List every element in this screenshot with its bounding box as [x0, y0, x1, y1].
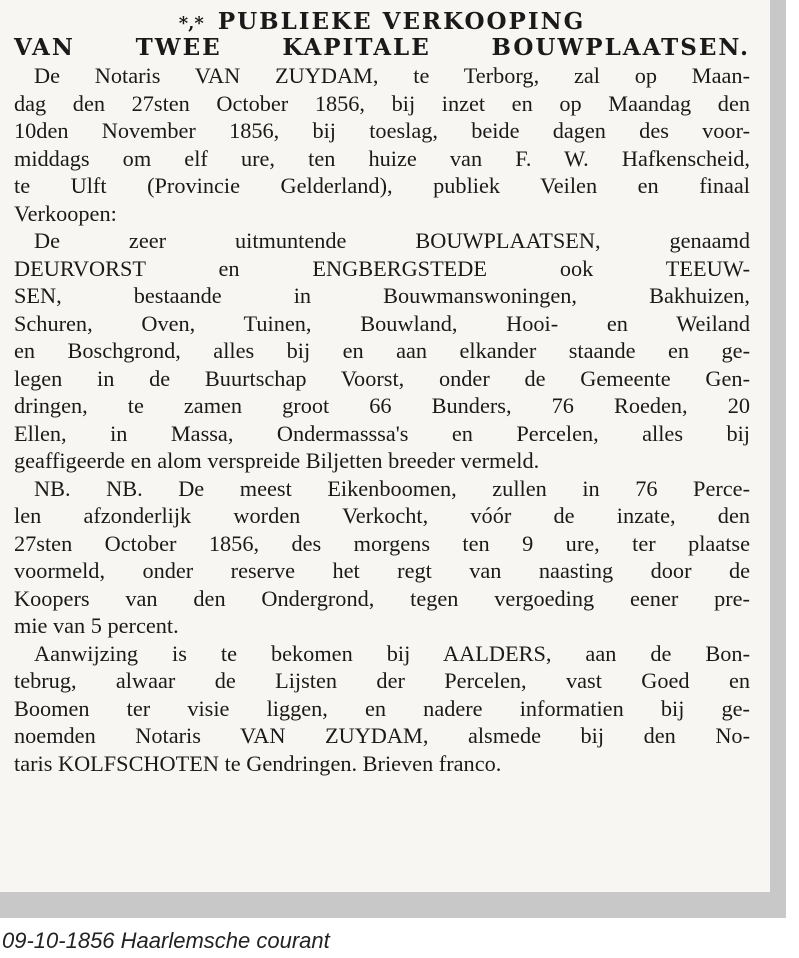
text-line: len afzonderlijk worden Verkocht, vóór de inzate, den: [14, 503, 750, 528]
text-line: DEURVORST en ENGBERGSTEDE ook TEEUW-: [14, 255, 750, 281]
text-line: dag den 27sten October 1856, bij inzet en op Maandag den: [14, 90, 750, 116]
text-line: middags om elf ure, ten huize van F. W. Hafkenscheid,: [14, 145, 750, 171]
text-line: voormeld, onder reserve het regt van naasting door de: [14, 558, 750, 583]
text-line: Verkoopen:: [14, 200, 117, 226]
text-line: Schuren, Oven, Tuinen, Bouwland, Hooi- en Weiland: [14, 310, 750, 336]
text-line: taris KOLFSCHOTEN te Gendringen. Brieven franco.: [14, 750, 502, 776]
text-line: Boomen ter visie liggen, en nadere informatien bij ge-: [14, 695, 750, 721]
text-line: mie van 5 percent.: [14, 613, 179, 638]
text-line: 10den November 1856, bij toeslag, beide dagen des voor-: [14, 118, 750, 143]
text-line: NB. NB. De meest Eikenboomen, zullen in 76 Perce-: [34, 475, 750, 501]
text-line: SEN, bestaande in Bouwmanswoningen, Bakhuizen,: [14, 283, 750, 308]
text-line: Koopers van den Ondergrond, tegen vergoeding eener pre-: [14, 585, 750, 611]
caption: 09-10-1856 Haarlemsche courant: [2, 928, 330, 953]
text-line: 27sten October 1856, des morgens ten 9 ure, ter plaatse: [14, 530, 750, 556]
headline-line-1: *,* PUBLIEKE VERKOOPING: [178, 8, 586, 35]
text-line: en Boschgrond, alles bij en aan elkander staande en ge-: [14, 338, 750, 363]
text-line: legen in de Buurtschap Voorst, onder de Gemeente Gen-: [14, 365, 750, 391]
advertisement-text: [14, 10, 750, 777]
headline-line-2: VAN TWEE KAPITALE BOUWPLAATSEN.: [14, 34, 750, 61]
text-line: geaffigeerde en alom verspreide Biljetten breeder vermeld.: [14, 448, 540, 473]
text-line: dringen, te zamen groot 66 Bunders, 76 Roeden, 20: [14, 393, 750, 418]
text-line: De zeer uitmuntende BOUWPLAATSEN, genaamd: [34, 228, 750, 253]
text-line: De Notaris VAN ZUYDAM, te Terborg, zal op Maan-: [34, 63, 750, 88]
text-line: te Ulft (Provincie Gelderland), publiek Veilen en finaal: [14, 173, 750, 198]
text-line: Aanwijzing is te bekomen bij AALDERS, aan de Bon-: [34, 640, 750, 666]
text-line: Ellen, in Massa, Ondermasssa's en Percelen, alles bij: [14, 420, 750, 446]
text-line: tebrug, alwaar de Lijsten der Percelen, vast Goed en: [14, 668, 750, 693]
text-line: noemden Notaris VAN ZUYDAM, alsmede bij den No-: [14, 723, 750, 748]
body-lines: [14, 62, 750, 777]
asterism: *,*: [178, 13, 204, 34]
